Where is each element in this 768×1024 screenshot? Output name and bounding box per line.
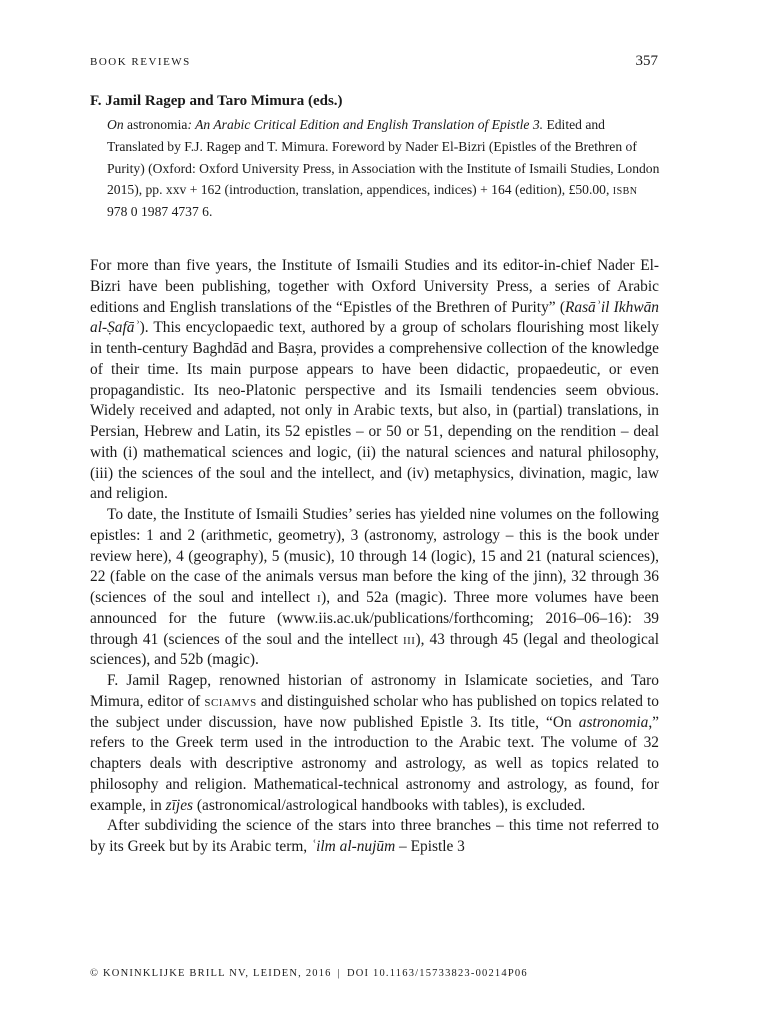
paragraph-1 xyxy=(90,256,659,505)
book-title-prefix: On xyxy=(107,117,124,132)
isbn-label: isbn xyxy=(612,182,638,198)
paragraph-2-text-a: To date, the Institute of Ismaili Studies’ series has yielded nine volumes on the following epistles: 1 and 2 (arithmetic, geometry), 3 (astronomy, astrology – this is the book under review here), 4 (geography), 5 (music), 10 through 14 (logic), 15 and 21 (natural sciences), 22 (fable on the case of the animals versus man before the king of the jinn), 32 through 36 (sciences of the soul and intellect xyxy=(90,506,659,606)
footer-doi: DOI 10.1163/15733823-00214P06 xyxy=(346,968,528,979)
paragraph-1-text-a: For more than five years, the Institute of Ismaili Studies and its editor-in-chief Nader El-Bizri have been publishing, together with Oxford University Press, a series of Arabic editions and English translations of the “Epistles of the Brethren of Purity” ( xyxy=(90,257,659,316)
book-title-rest: : An Arabic Critical Edition and English Translation of Epistle 3. xyxy=(187,117,544,132)
paragraph-3-italic-1: astronomia xyxy=(578,713,649,731)
page-footer xyxy=(90,968,528,979)
paragraph-4-text-b: – Epistle 3 xyxy=(395,838,465,855)
paragraph-1-italic: Rasāʾil Ikhwān al-Ṣafāʾ xyxy=(90,298,659,337)
paragraph-3-text-a: F. Jamil Ragep, renowned historian of astronomy in Islamicate societies, and Taro Mimura, editor of xyxy=(90,672,659,710)
book-details: Edited and Translated by F.J. Ragep and T. Mimura. Foreword by Nader El-Bizri (Epistles of the Brethren of Purity) (Oxford: Oxford University Press, in Association with the Institute of Ismaili Studies, London 2015), pp. xxv + 162 (introduction, translation, appendices, indices) + 164 (edition), £50.00, xyxy=(107,117,660,198)
isbn-value: 978 0 1987 4737 6. xyxy=(107,204,213,220)
running-head: BOOK REVIEWS xyxy=(90,56,191,68)
review-book-details xyxy=(107,114,660,223)
paragraph-3-journal-name: sciamvs xyxy=(204,692,257,710)
bibliographic-entry xyxy=(90,91,660,223)
paragraph-2-text-b: ), and 52a (magic). Three more volumes have been announced for the future (www.iis.ac.uk/publications/forthcoming; 2016–06–16): 39 through 41 (sciences of the soul and the intellect xyxy=(90,589,659,648)
paragraph-3-text-b: and distinguished scholar who has published on topics related to the subject under discussion, have now published Epistle 3. Its title, “On xyxy=(90,692,659,731)
review-author-line: F. Jamil Ragep and Taro Mimura (eds.) xyxy=(90,93,343,109)
paragraph-4 xyxy=(90,816,659,858)
paragraph-1-text-b: ). This encyclopaedic text, authored by a group of scholars flourishing most likely in tenth-century Baghdād and Baṣra, provides a comprehensive collection of the knowledge of their time. Its main purpose appears to have been didactic, propaedeutic, or even propagandistic. Its neo-Platonic perspective and its Ismaili tendencies seem obvious. Widely received and adapted, not only in Arabic texts, but also, in (partial) translations, in Persian, Hebrew and Latin, its 52 epistles – or 50 or 51, depending on the rendition – deal with (i) mathematical sciences and logic, (ii) the natural sciences and natural philosophy, (iii) the sciences of the soul and the intellect, and (iv) metaphysics, divination, magic, law and religion. xyxy=(90,319,659,503)
paragraph-3-text-d: (astronomical/astrological handbooks with tables), is excluded. xyxy=(193,796,586,814)
page-number: 357 xyxy=(635,53,658,69)
paragraph-3-text-c: ,” refers to the Greek term used in the introduction to the Arabic text. The volume of 32 chapters deals with descriptive astronomy and astrology, as well as topics related to philosophy and religion. Mathematical-technical astronomy and astrology, as found, for example, in xyxy=(90,713,659,814)
paragraph-2-roman-1: i xyxy=(316,589,322,606)
paragraph-4-text-a: After subdividing the science of the stars into three branches – this time not referred to by its Greek but by its Arabic term, xyxy=(90,817,659,855)
paragraph-2 xyxy=(90,505,659,671)
paragraph-2-roman-2: iii xyxy=(402,630,416,648)
book-title-term: astronomia xyxy=(127,117,188,132)
footer-separator: | xyxy=(337,968,341,979)
paragraph-3 xyxy=(90,671,659,816)
footer-copyright: © KONINKLIJKE BRILL NV, LEIDEN, 2016 xyxy=(90,968,332,979)
paragraph-4-italic: ʿilm al-nujūm xyxy=(310,838,396,855)
paragraph-3-italic-2: zījes xyxy=(165,796,194,814)
paragraph-2-text-c: ), 43 through 45 (legal and theological sciences), and 52b (magic). xyxy=(90,630,659,669)
review-body xyxy=(90,256,659,858)
